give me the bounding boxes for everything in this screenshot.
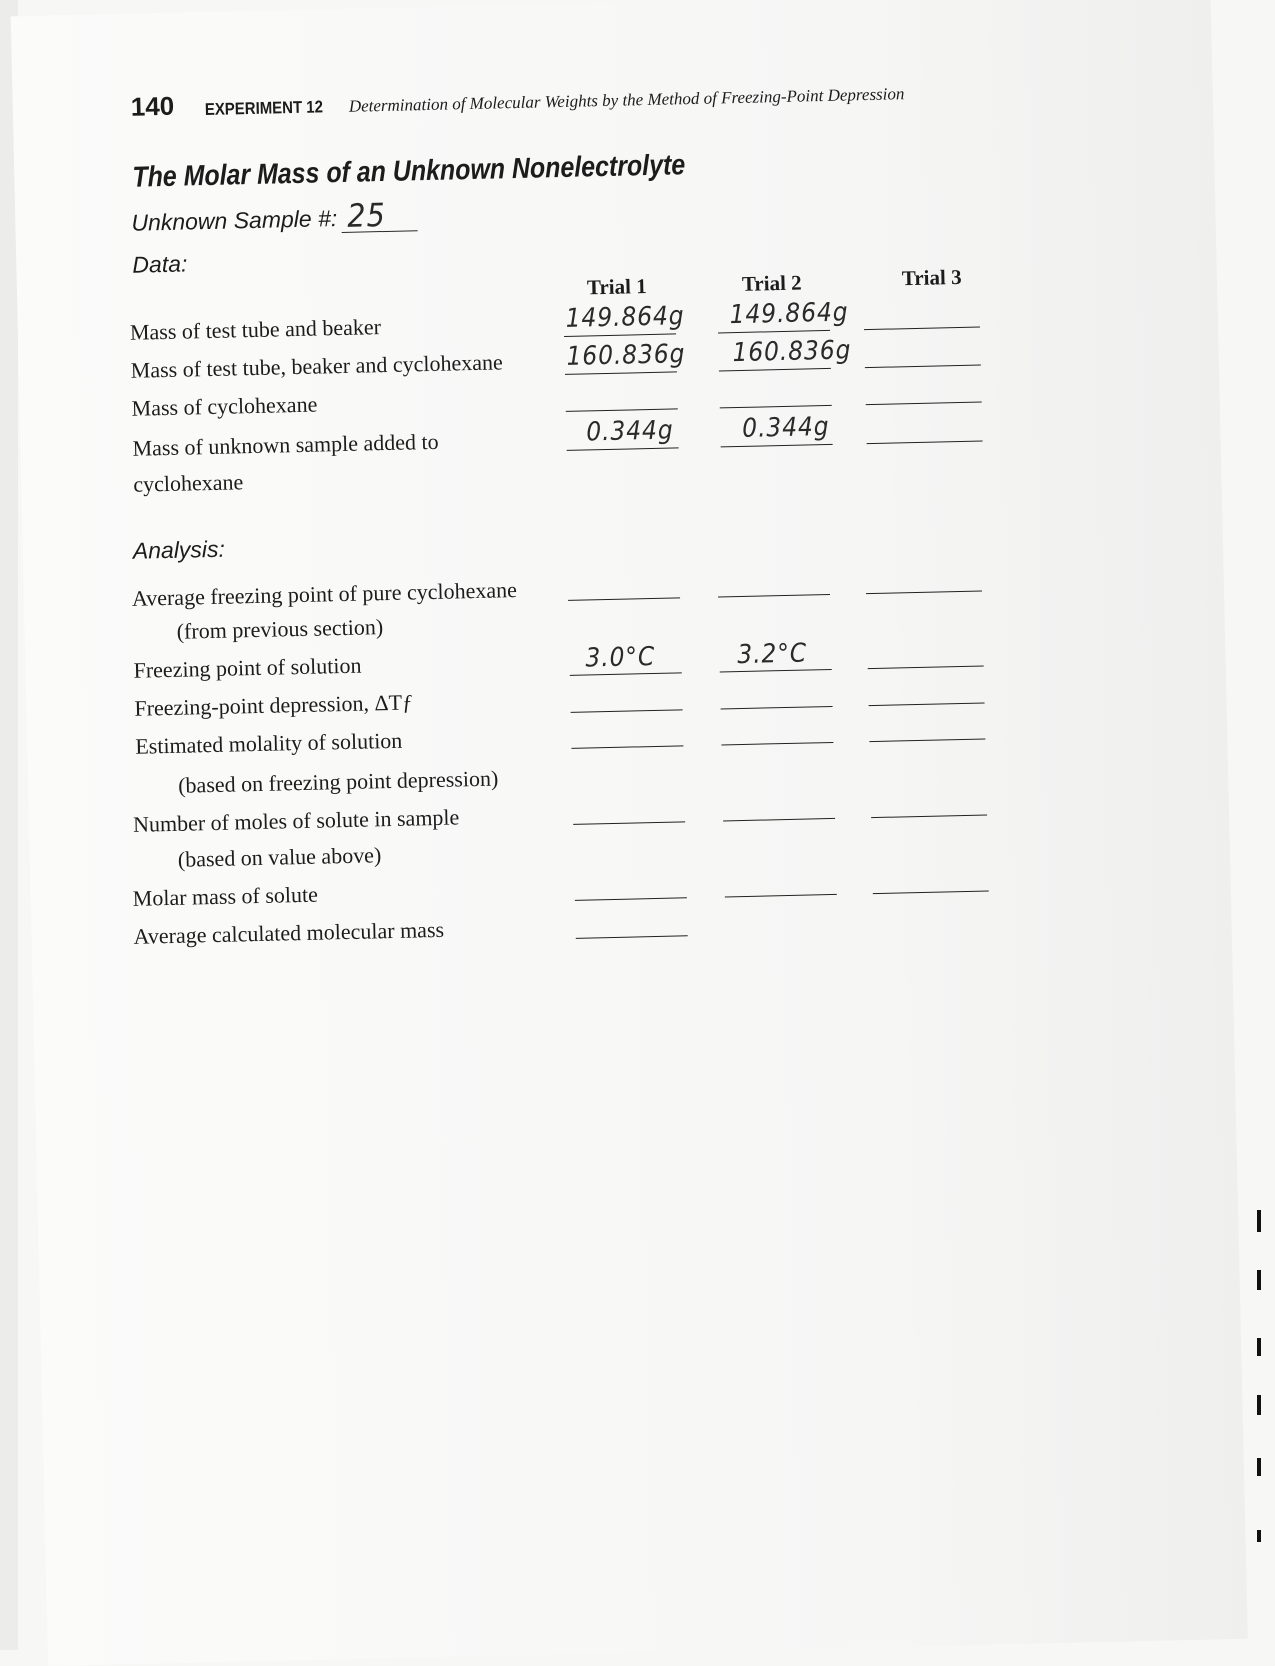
blank-line [866, 401, 982, 405]
blank-line [576, 935, 688, 939]
blank-line [721, 742, 833, 746]
scan-mark [1257, 1458, 1261, 1476]
row-label: Average calculated molecular mass [133, 916, 445, 949]
cell-value: 0.344g [585, 415, 674, 448]
blank-line [568, 597, 680, 601]
trial-3-header: Trial 3 [901, 264, 962, 291]
blank-line [869, 738, 985, 742]
trial-1-header: Trial 1 [586, 274, 647, 300]
cell-value: 160.836g [566, 339, 686, 372]
blank-line [869, 703, 985, 707]
data-heading: Data: [132, 250, 188, 278]
blank-line [866, 591, 982, 595]
cell-value: 3.0°C [585, 641, 656, 674]
page-number: 140 [130, 90, 175, 122]
scan-edge-marks [1257, 1200, 1267, 1620]
row-label: Mass of unknown sample added to [132, 428, 439, 461]
blank-line [718, 594, 830, 598]
row-label: Mass of test tube and beaker [129, 314, 382, 345]
worksheet-page [11, 0, 1248, 1666]
blank-line [723, 818, 835, 822]
blank-line [571, 745, 683, 749]
row-label: Average freezing point of pure cyclohexane [131, 577, 518, 611]
blank-line [720, 405, 832, 409]
scan-mark [1257, 1338, 1261, 1356]
sample-label: Unknown Sample #: [131, 205, 338, 236]
cell-value: 3.2°C [737, 638, 808, 671]
blank-line [721, 706, 833, 710]
blank-line [725, 894, 837, 898]
experiment-label: EXPERIMENT 12 [204, 97, 324, 120]
row-label: Molar mass of solute [132, 881, 319, 911]
blank-line [571, 709, 683, 713]
scan-mark [1257, 1270, 1261, 1290]
blank-line [565, 371, 677, 375]
sample-number: 25 [346, 195, 387, 235]
row-label-continued: cyclohexane [133, 469, 244, 497]
cell-value: 149.864g [729, 297, 849, 331]
blank-line [718, 330, 830, 334]
row-label: Mass of cyclohexane [131, 391, 318, 421]
blank-line [564, 333, 676, 337]
scan-mark [1257, 1395, 1261, 1415]
blank-line [871, 814, 987, 818]
blank-line [573, 821, 685, 825]
row-label: Number of moles of solute in sample [132, 804, 460, 837]
blank-line [575, 897, 687, 901]
scan-mark [1257, 1210, 1261, 1232]
blank-line [719, 368, 831, 372]
row-label: Mass of test tube, beaker and cyclohexane [130, 349, 503, 383]
row-label: Freezing point of solution [133, 652, 362, 683]
row-label-continued: (based on value above) [177, 842, 382, 872]
row-label: Estimated molality of solution [135, 727, 403, 759]
blank-line [567, 447, 679, 451]
row-label: Freezing-point depression, ΔTƒ [134, 689, 414, 721]
blank-line [865, 364, 981, 368]
blank-line [868, 666, 984, 670]
blank-line [864, 327, 980, 331]
analysis-heading: Analysis: [132, 535, 226, 564]
blank-line [721, 444, 833, 448]
blank-line [566, 408, 678, 412]
cell-value: 160.836g [732, 335, 852, 369]
section-title: The Molar Mass of an Unknown Nonelectrolyte [132, 149, 686, 194]
cell-value: 0.344g [741, 411, 830, 444]
cell-value: 149.864g [565, 301, 685, 334]
trial-2-header: Trial 2 [741, 270, 802, 296]
blank-line [873, 890, 989, 894]
experiment-title: Determination of Molecular Weights by the Method of Freezing-Point Depression [348, 84, 905, 116]
blank-line [867, 440, 983, 444]
blank-line [720, 669, 832, 673]
scan-mark [1257, 1530, 1261, 1542]
row-label-continued: (from previous section) [176, 614, 384, 644]
row-label-continued: (based on freezing point depression) [177, 765, 499, 798]
